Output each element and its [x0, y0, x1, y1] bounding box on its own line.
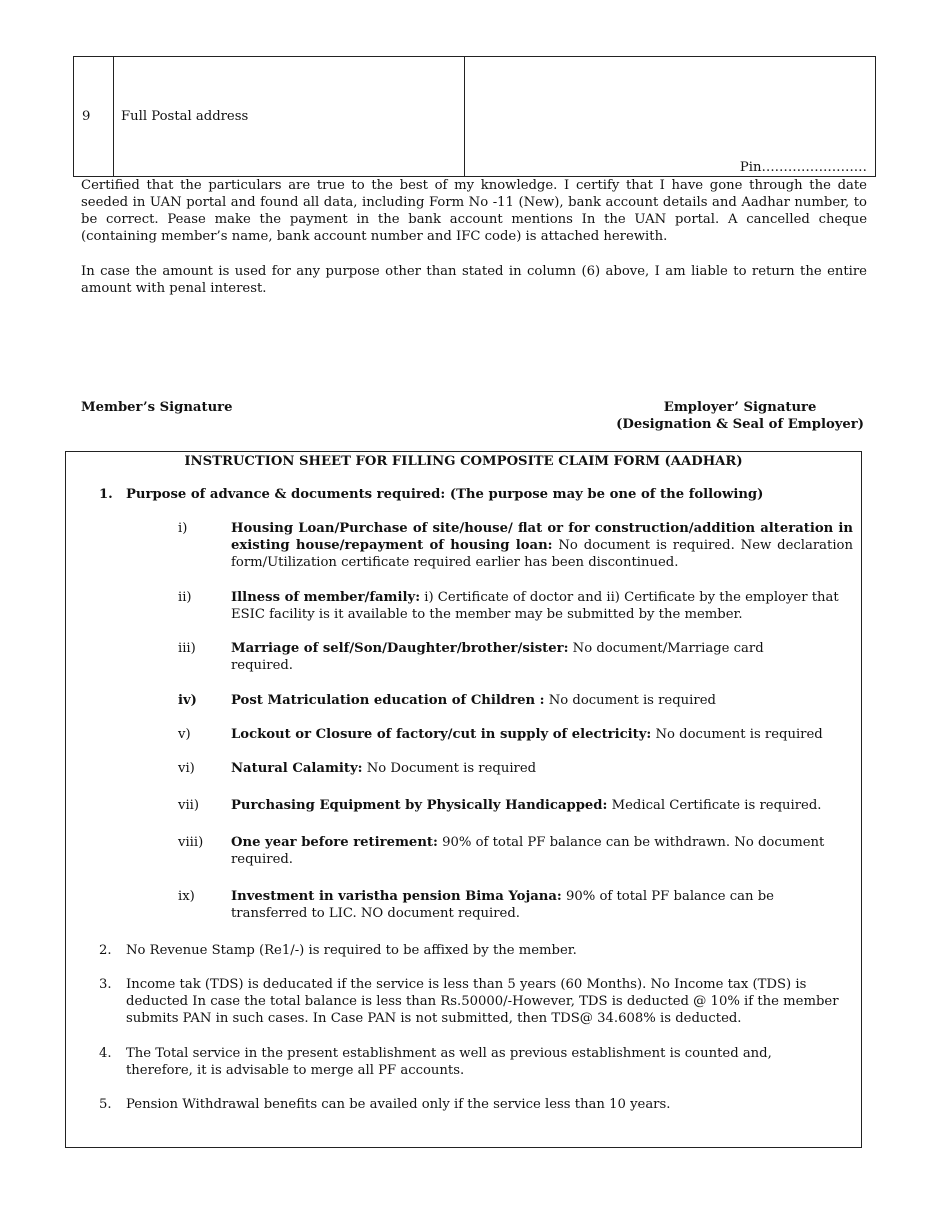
instruction-sheet-title: INSTRUCTION SHEET FOR FILLING COMPOSITE CLAIM FORM (AADHAR): [184, 454, 743, 469]
purpose-numeral: i): [178, 521, 188, 536]
purpose-item: [231, 640, 801, 674]
purpose-heading: Marriage of self/Son/Daughter/brother/sister:: [231, 641, 569, 656]
purpose-heading: Purchasing Equipment by Physically Handicapped:: [231, 798, 608, 813]
purpose-numeral: vii): [178, 798, 200, 813]
note-text: The Total service in the present establishment as well as previous establishment is counted and, therefore, it is advisable to merge all PF accounts.: [126, 1046, 772, 1078]
note-number: 2.: [99, 943, 112, 958]
member-signature-label: Member’s Signature: [81, 400, 233, 415]
item-1-heading: Purpose of advance & documents required: (The purpose may be one of the following): [126, 487, 764, 502]
note-text: Pension Withdrawal benefits can be availed only if the service less than 10 years.: [126, 1097, 671, 1112]
note-text: No Revenue Stamp (Re1/-) is required to be affixed by the member.: [126, 943, 577, 958]
employer-designation-label: (Designation & Seal of Employer): [616, 417, 864, 432]
row-label: Full Postal address: [121, 109, 249, 124]
purpose-numeral: v): [178, 727, 191, 742]
purpose-item: [231, 589, 853, 623]
purpose-description: 90% of total PF balance can be withdrawn. No document required.: [231, 835, 825, 867]
purpose-numeral: iv): [178, 693, 197, 708]
row-label-cell: [113, 57, 465, 176]
purpose-item: [231, 797, 853, 814]
purpose-heading: Lockout or Closure of factory/cut in supply of electricity:: [231, 727, 652, 742]
purpose-numeral: ii): [178, 590, 192, 605]
purpose-heading: Illness of member/family:: [231, 590, 421, 605]
purpose-numeral: vi): [178, 761, 195, 776]
purpose-description: i) Certificate of doctor and ii) Certificate by the employer that ESIC facility is it available to the member may be submitted by the member.: [231, 590, 839, 622]
note-text: Income tak (TDS) is deducated if the service is less than 5 years (60 Months). No Income tax (TDS) is deducted In case the total balance is less than Rs.50000/-However, TDS is deducted @ 10% if the member submits PAN in such cases. In Case PAN is not submitted, then TDS@ 34.608% is deducted.: [126, 977, 839, 1026]
address-value-cell[interactable]: [465, 57, 875, 176]
purpose-numeral: viii): [178, 835, 204, 850]
purpose-heading: Investment in varistha pension Bima Yojana:: [231, 889, 562, 904]
purpose-item: [231, 726, 871, 743]
purpose-item: [231, 834, 853, 868]
purpose-numeral: iii): [178, 641, 196, 656]
purpose-heading: Post Matriculation education of Children :: [231, 693, 545, 708]
purpose-heading: Housing Loan/Purchase of site/house/ flat or for construction/addition alteration in existing house/repayment of housing loan:: [231, 521, 853, 553]
purpose-item: [231, 760, 853, 777]
purpose-description: No Document is required: [362, 761, 537, 776]
purpose-description: No document is required. New declaration form/Utilization certificate required earlier has been discontinued.: [231, 538, 853, 570]
purpose-item: [231, 520, 853, 571]
purpose-heading: Natural Calamity:: [231, 761, 363, 776]
purpose-description: No document is required: [544, 693, 716, 708]
pin-field: Pin……………………: [739, 160, 867, 175]
purpose-item: [231, 692, 853, 709]
purpose-description: No document/Marriage card required.: [231, 641, 764, 673]
purpose-heading: One year before retirement:: [231, 835, 438, 850]
purpose-item: [231, 888, 811, 922]
note-number: 3.: [99, 977, 112, 992]
purpose-description: No document is required: [651, 727, 823, 742]
certification-paragraph-2: In case the amount is used for any purpose other than stated in column (6) above, I am liable to return the entire amount with penal interest.: [81, 264, 867, 296]
row-number-cell: [74, 57, 114, 176]
purpose-description: Medical Certificate is required.: [607, 798, 822, 813]
note-number: 4.: [99, 1046, 112, 1061]
purpose-description: 90% of total PF balance can be transferred to LIC. NO document required.: [231, 889, 774, 921]
employer-signature-block: [616, 399, 864, 433]
employer-signature-label: Employer’ Signature: [663, 400, 817, 415]
purpose-numeral: ix): [178, 889, 195, 904]
note-number: 5.: [99, 1097, 112, 1112]
row-number: 9: [82, 109, 91, 124]
address-table: [73, 56, 876, 177]
item-1-number: 1.: [99, 487, 113, 502]
certification-paragraph-1: Certified that the particulars are true to the best of my knowledge. I certify that I have gone through the date seeded in UAN portal and found all data, including Form No -11 (New), bank account details and Aadhar number, to be correct. Pease make the payment in the bank account mentions In the UAN portal. A cancelled cheque (containing member’s name, bank account number and IFC code) is attached herewith.: [81, 178, 867, 244]
